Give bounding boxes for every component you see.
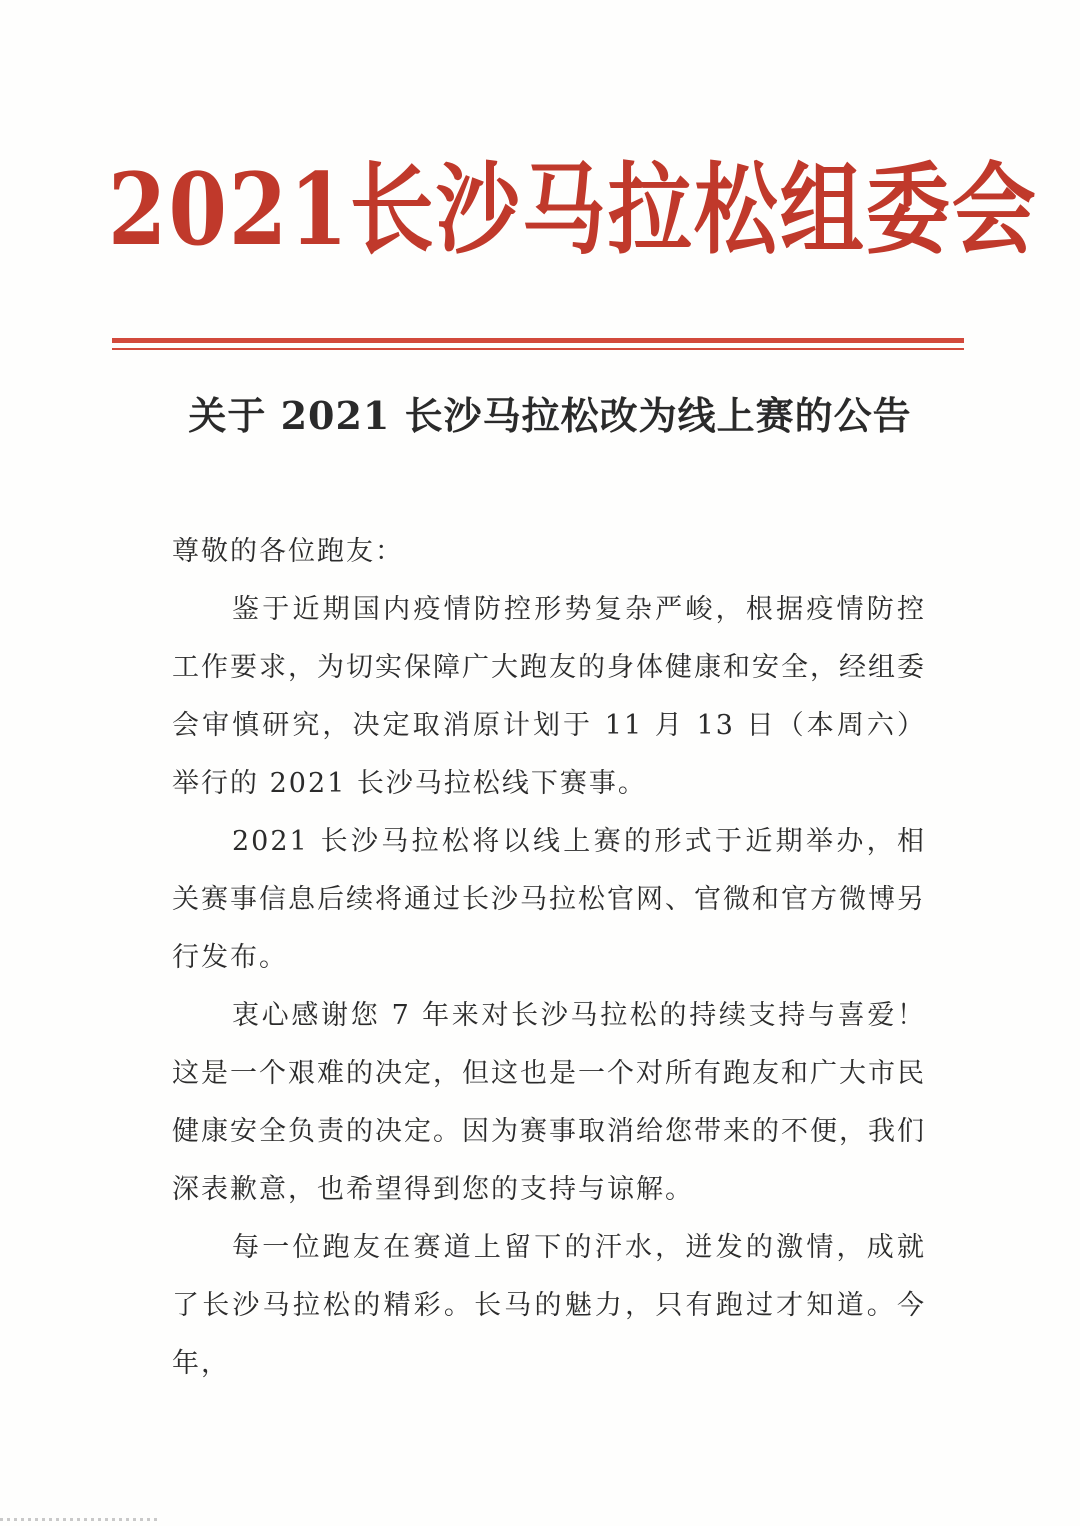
paragraph-1: 鉴于近期国内疫情防控形势复杂严峻，根据疫情防控工作要求，为切实保障广大跑友的身体健康和安全，经组委会审慎研究，决定取消原计划于 11 月 13 日（本周六）举行的 2021 长沙马拉松线下赛事。	[172, 594, 926, 799]
paragraph-4: 每一位跑友在赛道上留下的汗水，迸发的激情，成就了长沙马拉松的精彩。长马的魅力，只有跑过才知道。今年，	[172, 1232, 926, 1379]
letterhead-rule-thick	[112, 338, 964, 343]
paragraph-3: 衷心感谢您 7 年来对长沙马拉松的持续支持与喜爱！这是一个艰难的决定，但这也是一个对所有跑友和广大市民健康安全负责的决定。因为赛事取消给您带来的不便，我们深表歉意，也希望得到您的支持与谅解。	[172, 1000, 926, 1205]
notice-title: 关于 2021 长沙马拉松改为线上赛的公告	[188, 393, 912, 438]
notice-body	[172, 523, 926, 1393]
letterhead-title: 2021长沙马拉松组委会	[108, 151, 1038, 268]
salutation: 尊敬的各位跑友：	[172, 536, 404, 567]
paragraph-2: 2021 长沙马拉松将以线上赛的形式于近期举办，相关赛事信息后续将通过长沙马拉松官网、官微和官方微博另行发布。	[172, 826, 926, 973]
letterhead-rule-thin	[112, 348, 964, 350]
scan-edge-mark	[0, 1518, 160, 1521]
